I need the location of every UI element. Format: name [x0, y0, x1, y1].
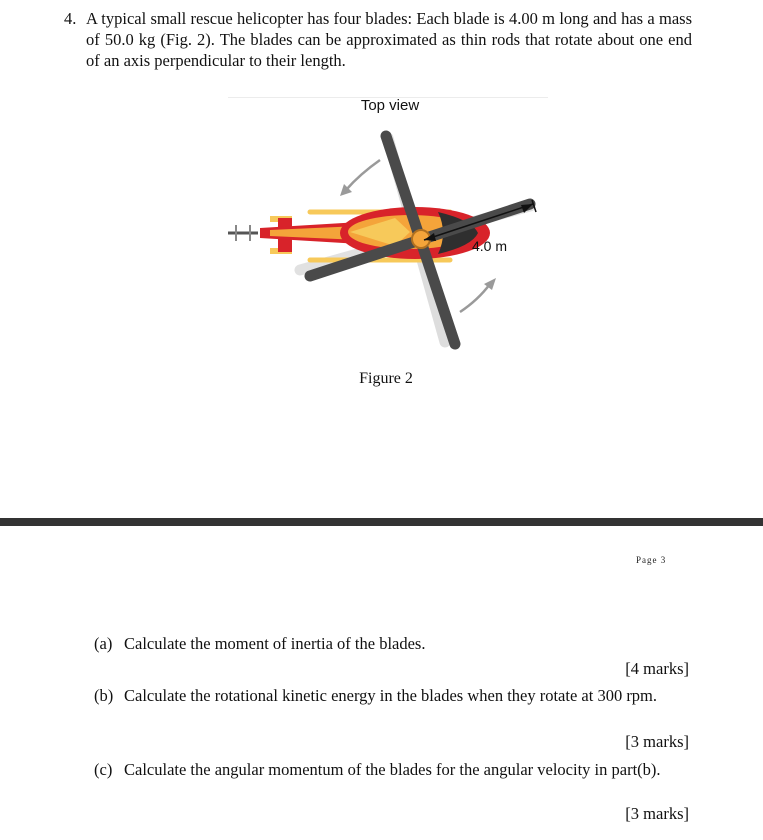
part-a-text: Calculate the moment of inertia of the blades. — [124, 634, 426, 653]
part-c-marks: [3 marks] — [625, 804, 689, 823]
question-text: A typical small rescue helicopter has four blades: Each blade is 4.00 m long and has a mass of 50.0 kg (Fig. 2). The blades can be approximated as thin rods that rotate about one end of an axis perpendicular to their length. — [86, 9, 692, 70]
part-c-letter: (c) — [94, 760, 113, 779]
figure-top-view-label: Top view — [360, 97, 420, 114]
part-a-marks: [4 marks] — [625, 659, 689, 678]
part-b-text: Calculate the rotational kinetic energy in the blades when they rotate at 300 rpm. — [124, 686, 658, 705]
part-a-letter: (a) — [94, 634, 113, 653]
part-b-letter: (b) — [94, 686, 114, 705]
question-number: 4. — [64, 9, 77, 28]
question-4 — [64, 8, 692, 71]
page-footer: Page 3 — [636, 555, 667, 565]
helicopter-figure — [210, 120, 560, 360]
part-a — [94, 633, 694, 654]
figure-caption: Figure 2 — [359, 370, 413, 387]
part-b — [94, 685, 688, 706]
dimension-label: 4.0 m — [472, 238, 508, 254]
part-b-marks: [3 marks] — [625, 732, 689, 751]
page-break-bar — [0, 518, 763, 526]
part-c-text: Calculate the angular momentum of the blades for the angular velocity in part(b). — [124, 760, 661, 779]
part-c — [94, 759, 688, 780]
